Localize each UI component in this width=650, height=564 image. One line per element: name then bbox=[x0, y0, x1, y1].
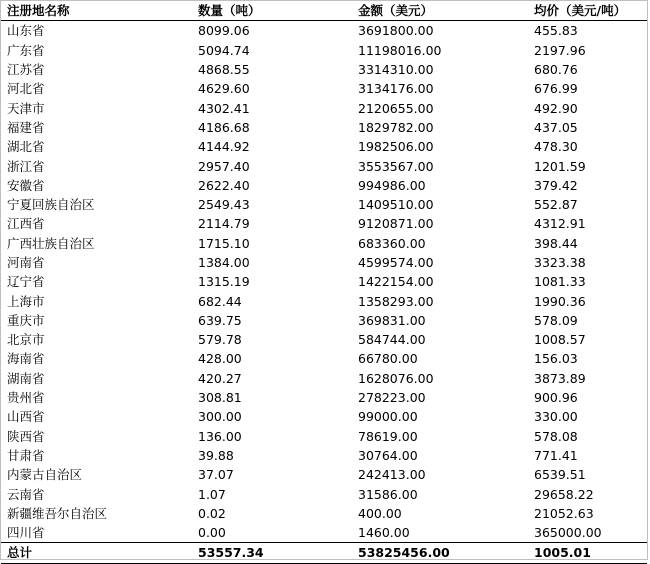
cell-avg-price: 21052.63 bbox=[534, 505, 594, 521]
cell-quantity: 8099.06 bbox=[198, 23, 250, 39]
cell-avg-price: 437.05 bbox=[534, 119, 578, 135]
table-row bbox=[1, 484, 647, 503]
table-row bbox=[1, 60, 647, 79]
cell-region: 湖北省 bbox=[7, 139, 45, 155]
table-row bbox=[1, 407, 647, 426]
cell-avg-price: 398.44 bbox=[534, 235, 578, 251]
cell-region: 贵州省 bbox=[7, 390, 45, 406]
cell-avg-price: 379.42 bbox=[534, 177, 578, 193]
table-row bbox=[1, 272, 647, 291]
table-row bbox=[1, 427, 647, 446]
cell-amount: 1358293.00 bbox=[358, 293, 434, 309]
table-row bbox=[1, 98, 647, 117]
table-row bbox=[1, 465, 647, 484]
cell-quantity: 1715.10 bbox=[198, 235, 250, 251]
table-row bbox=[1, 504, 647, 523]
cell-region: 福建省 bbox=[7, 119, 45, 135]
cell-avg-price: 156.03 bbox=[534, 351, 578, 367]
table-row bbox=[1, 79, 647, 98]
cell-quantity: 2957.40 bbox=[198, 158, 250, 174]
cell-amount: 400.00 bbox=[358, 505, 402, 521]
cell-amount: 3314310.00 bbox=[358, 62, 434, 78]
table-row bbox=[1, 214, 647, 233]
header-amount: 金额（美元） bbox=[352, 1, 528, 21]
cell-avg-price: 680.76 bbox=[534, 62, 578, 78]
table-row bbox=[1, 176, 647, 195]
cell-avg-price: 900.96 bbox=[534, 390, 578, 406]
cell-region: 重庆市 bbox=[7, 312, 45, 328]
cell-quantity: 428.00 bbox=[198, 351, 242, 367]
table-row bbox=[1, 118, 647, 137]
cell-amount: 11198016.00 bbox=[358, 42, 442, 58]
cell-region: 河北省 bbox=[7, 81, 45, 97]
data-table bbox=[1, 1, 647, 564]
cell-quantity: 2549.43 bbox=[198, 197, 250, 213]
cell-amount: 31586.00 bbox=[358, 486, 418, 502]
table-row bbox=[1, 41, 647, 60]
cell-avg-price: 2197.96 bbox=[534, 42, 586, 58]
cell-amount: 1982506.00 bbox=[358, 139, 434, 155]
cell-quantity: 579.78 bbox=[198, 332, 242, 348]
table-row bbox=[1, 330, 647, 349]
total-label: 总计 bbox=[1, 543, 192, 563]
cell-amount: 3553567.00 bbox=[358, 158, 434, 174]
cell-region: 浙江省 bbox=[7, 158, 45, 174]
cell-amount: 2120655.00 bbox=[358, 100, 434, 116]
table-row bbox=[1, 156, 647, 175]
table-row bbox=[1, 311, 647, 330]
total-quantity: 53557.34 bbox=[192, 543, 352, 563]
cell-amount: 3134176.00 bbox=[358, 81, 434, 97]
cell-quantity: 4302.41 bbox=[198, 100, 250, 116]
cell-amount: 99000.00 bbox=[358, 409, 418, 425]
table-row bbox=[1, 446, 647, 465]
cell-amount: 78619.00 bbox=[358, 428, 418, 444]
cell-amount: 1460.00 bbox=[358, 525, 410, 541]
cell-avg-price: 1990.36 bbox=[534, 293, 586, 309]
cell-amount: 9120871.00 bbox=[358, 216, 434, 232]
cell-avg-price: 455.83 bbox=[534, 23, 578, 39]
cell-avg-price: 676.99 bbox=[534, 81, 578, 97]
table-row bbox=[1, 291, 647, 310]
cell-region: 上海市 bbox=[7, 293, 45, 309]
cell-region: 宁夏回族自治区 bbox=[7, 197, 95, 213]
cell-avg-price: 492.90 bbox=[534, 100, 578, 116]
cell-quantity: 639.75 bbox=[198, 312, 242, 328]
cell-region: 河南省 bbox=[7, 255, 45, 270]
table-row bbox=[1, 21, 647, 41]
cell-amount: 369831.00 bbox=[358, 312, 426, 328]
cell-quantity: 4186.68 bbox=[198, 119, 250, 135]
table-row bbox=[1, 195, 647, 214]
cell-quantity: 4868.55 bbox=[198, 62, 250, 78]
cell-avg-price: 578.08 bbox=[534, 428, 578, 444]
cell-region: 山东省 bbox=[7, 23, 45, 39]
cell-region: 安徽省 bbox=[7, 177, 45, 193]
cell-avg-price: 552.87 bbox=[534, 197, 578, 213]
cell-avg-price: 6539.51 bbox=[534, 467, 586, 483]
cell-quantity: 1384.00 bbox=[198, 255, 250, 270]
cell-quantity: 2622.40 bbox=[198, 177, 250, 193]
cell-avg-price: 365000.00 bbox=[534, 525, 602, 541]
cell-quantity: 2114.79 bbox=[198, 216, 250, 232]
cell-quantity: 0.02 bbox=[198, 505, 226, 521]
cell-region: 内蒙古自治区 bbox=[7, 467, 83, 483]
total-amount: 53825456.00 bbox=[352, 543, 528, 563]
cell-avg-price: 771.41 bbox=[534, 447, 578, 463]
cell-quantity: 682.44 bbox=[198, 293, 242, 309]
header-avg-price: 均价（美元/吨） bbox=[528, 1, 647, 21]
cell-quantity: 1315.19 bbox=[198, 274, 250, 290]
cell-region: 广西壮族自治区 bbox=[7, 235, 95, 251]
table-row bbox=[1, 349, 647, 368]
table-row bbox=[1, 523, 647, 543]
table-row bbox=[1, 388, 647, 407]
cell-avg-price: 578.09 bbox=[534, 312, 578, 328]
header-row bbox=[1, 1, 647, 21]
cell-region: 四川省 bbox=[7, 525, 45, 541]
cell-avg-price: 3873.89 bbox=[534, 370, 586, 386]
cell-avg-price: 330.00 bbox=[534, 409, 578, 425]
cell-region: 辽宁省 bbox=[7, 274, 45, 290]
header-region: 注册地名称 bbox=[1, 1, 192, 21]
table-row bbox=[1, 137, 647, 156]
cell-amount: 994986.00 bbox=[358, 177, 426, 193]
table-row bbox=[1, 234, 647, 253]
cell-amount: 584744.00 bbox=[358, 332, 426, 348]
cell-amount: 1409510.00 bbox=[358, 197, 434, 213]
cell-quantity: 5094.74 bbox=[198, 42, 250, 58]
cell-amount: 278223.00 bbox=[358, 390, 426, 406]
cell-region: 陕西省 bbox=[7, 428, 45, 444]
cell-amount: 683360.00 bbox=[358, 235, 426, 251]
cell-region: 广东省 bbox=[7, 42, 45, 58]
cell-quantity: 4629.60 bbox=[198, 81, 250, 97]
cell-quantity: 136.00 bbox=[198, 428, 242, 444]
cell-avg-price: 1201.59 bbox=[534, 158, 586, 174]
cell-amount: 30764.00 bbox=[358, 447, 418, 463]
cell-quantity: 4144.92 bbox=[198, 139, 250, 155]
header-quantity: 数量（吨） bbox=[192, 1, 352, 21]
cell-quantity: 308.81 bbox=[198, 390, 242, 406]
cell-region: 云南省 bbox=[7, 486, 45, 502]
cell-avg-price: 4312.91 bbox=[534, 216, 586, 232]
cell-quantity: 39.88 bbox=[198, 447, 234, 463]
cell-quantity: 37.07 bbox=[198, 467, 234, 483]
cell-avg-price: 29658.22 bbox=[534, 486, 594, 502]
cell-region: 江苏省 bbox=[7, 62, 45, 78]
cell-region: 北京市 bbox=[7, 332, 45, 348]
cell-quantity: 420.27 bbox=[198, 370, 242, 386]
cell-quantity: 0.00 bbox=[198, 525, 226, 541]
total-avg-price: 1005.01 bbox=[528, 543, 647, 563]
cell-amount: 1829782.00 bbox=[358, 119, 434, 135]
cell-region: 海南省 bbox=[7, 351, 45, 367]
cell-amount: 1422154.00 bbox=[358, 274, 434, 290]
cell-region: 山西省 bbox=[7, 409, 45, 425]
cell-region: 新疆维吾尔自治区 bbox=[7, 505, 108, 521]
cell-region: 甘肃省 bbox=[7, 447, 45, 463]
cell-avg-price: 3323.38 bbox=[534, 255, 586, 270]
cell-amount: 242413.00 bbox=[358, 467, 426, 483]
table-row bbox=[1, 253, 647, 272]
cell-avg-price: 1008.57 bbox=[534, 332, 586, 348]
cell-amount: 66780.00 bbox=[358, 351, 418, 367]
cell-region: 江西省 bbox=[7, 216, 45, 232]
cell-region: 天津市 bbox=[7, 100, 45, 116]
table-row bbox=[1, 369, 647, 388]
cell-quantity: 1.07 bbox=[198, 486, 226, 502]
cell-amount: 1628076.00 bbox=[358, 370, 434, 386]
cell-amount: 3691800.00 bbox=[358, 23, 434, 39]
cell-avg-price: 478.30 bbox=[534, 139, 578, 155]
cell-avg-price: 1081.33 bbox=[534, 274, 586, 290]
cell-amount: 4599574.00 bbox=[358, 255, 434, 270]
total-row bbox=[1, 543, 647, 563]
cell-quantity: 300.00 bbox=[198, 409, 242, 425]
cell-region: 湖南省 bbox=[7, 370, 45, 386]
